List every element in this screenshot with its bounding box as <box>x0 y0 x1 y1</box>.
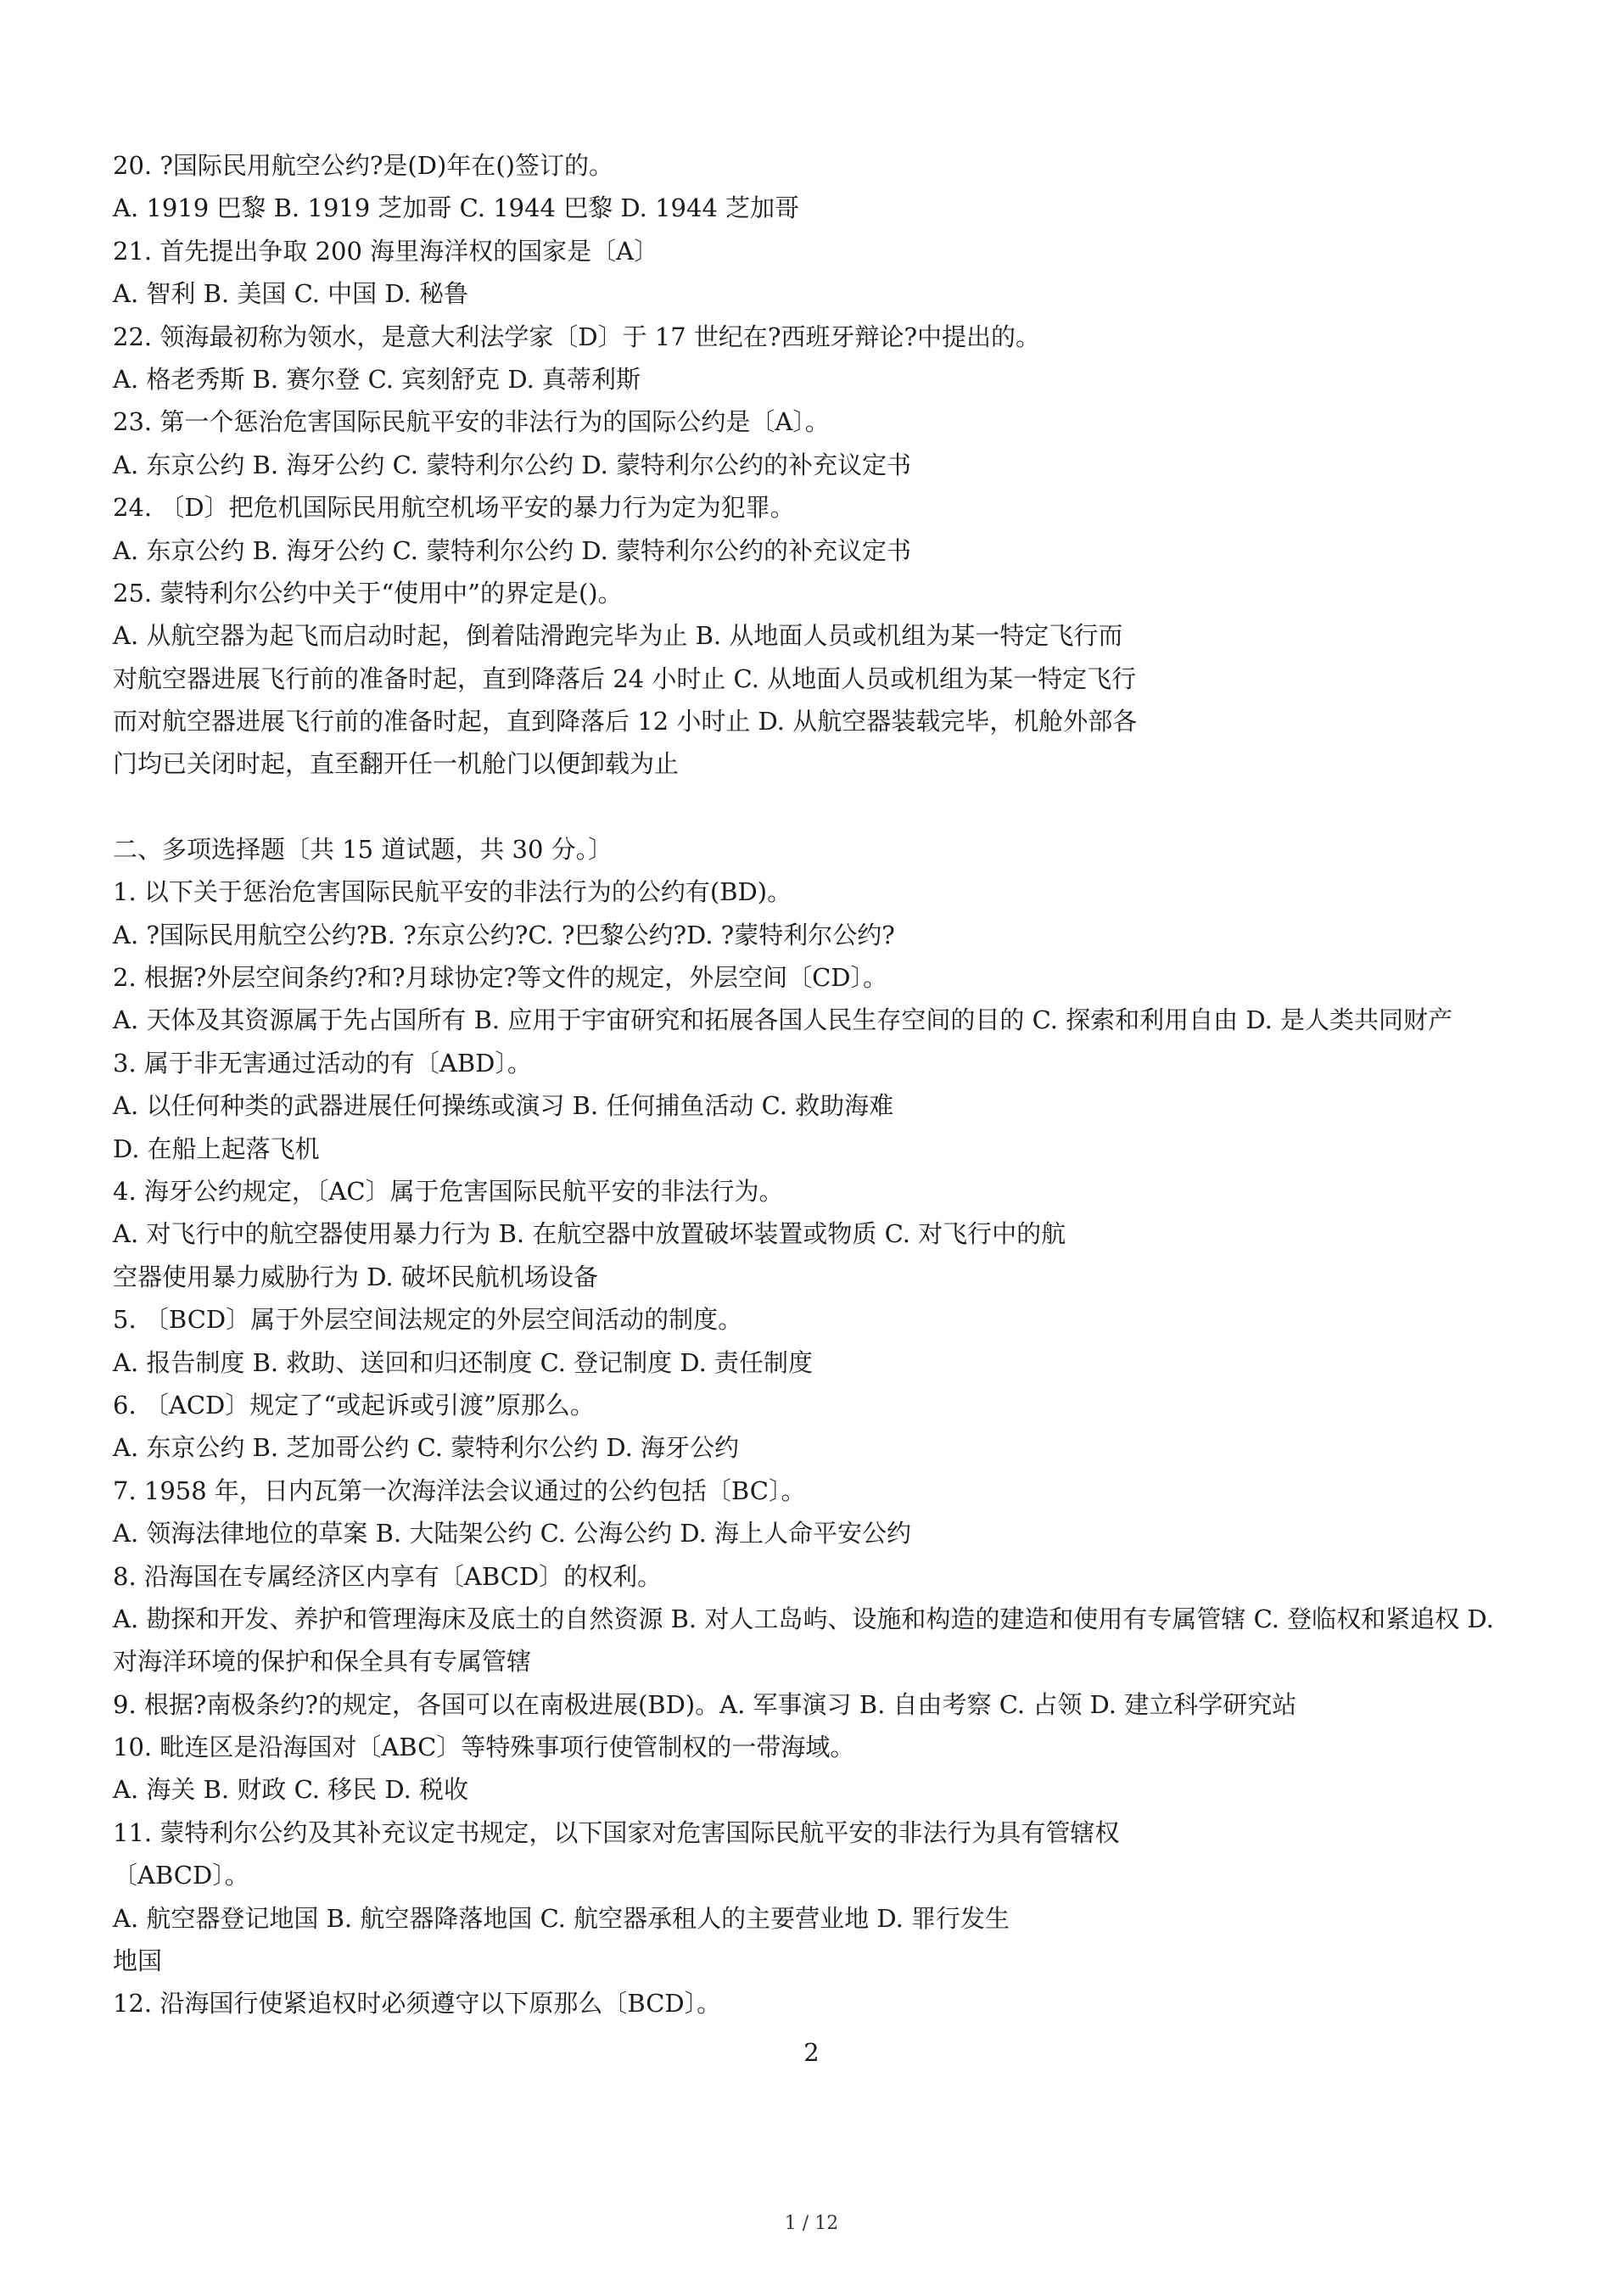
text-line: 11. 蒙特利尔公约及其补充议定书规定，以下国家对危害国际民航平安的非法行为具有管辖权 <box>113 1817 1120 1847</box>
text-line: A. 东京公约 B. 海牙公约 C. 蒙特利尔公约 D. 蒙特利尔公约的补充议定书 <box>113 535 912 565</box>
text-line: 2. 根据?外层空间条约?和?月球协定?等文件的规定，外层空间〔CD〕。 <box>113 963 888 993</box>
text-line: A. 智利 B. 美国 C. 中国 D. 秘鲁 <box>113 279 469 309</box>
text-line: 而对航空器进展飞行前的准备时起，直到降落后 12 小时止 D. 从航空器装载完毕，机舱外部各 <box>113 707 1138 736</box>
text-line: 20. ?国际民用航空公约?是(D)年在()签订的。 <box>113 151 613 180</box>
text-line: 二、多项选择题〔共 15 道试题，共 30 分。〕 <box>113 834 613 864</box>
text-line: 3. 属于非无害通过活动的有〔ABD〕。 <box>113 1048 532 1078</box>
text-line: 10. 毗连区是沿海国对〔ABC〕等特殊事项行使管制权的一带海域。 <box>113 1733 855 1762</box>
text-line: A. 东京公约 B. 芝加哥公约 C. 蒙特利尔公约 D. 海牙公约 <box>113 1433 740 1463</box>
text-line: 22. 领海最初称为领水，是意大利法学家〔D〕于 17 世纪在?西班牙辩论?中提出的。 <box>113 322 1041 351</box>
text-line: 9. 根据?南极条约?的规定，各国可以在南极进展(BD)。A. 军事演习 B. 自由考察 C. 占领 D. 建立科学研究站 <box>113 1689 1297 1719</box>
text-line: D. 在船上起落飞机 <box>113 1134 320 1163</box>
text-line: A. 1919 巴黎 B. 1919 芝加哥 C. 1944 巴黎 D. 1944 芝加哥 <box>113 193 800 223</box>
text-line: 24. 〔D〕把危机国际民用航空机场平安的暴力行为定为犯罪。 <box>113 493 795 523</box>
text-line: 〔ABCD〕。 <box>113 1861 249 1890</box>
text-line: A. 从航空器为起飞而启动时起，倒着陆滑跑完毕为止 B. 从地面人员或机组为某一特定飞行而 <box>113 621 1123 651</box>
text-line: 地国 <box>113 1946 163 1976</box>
text-line: 21. 首先提出争取 200 海里海洋权的国家是〔A〕 <box>113 236 659 266</box>
text-line: 对航空器进展飞行前的准备时起，直到降落后 24 小时止 C. 从地面人员或机组为某一特定飞行 <box>113 664 1137 693</box>
text-line: 门均已关闭时起，直至翻开任一机舱门以便卸载为止 <box>113 749 680 779</box>
text-line: A. 航空器登记地国 B. 航空器降落地国 C. 航空器承租人的主要营业地 D. 罪行发生 <box>113 1903 1010 1933</box>
text-line: 4. 海牙公约规定，〔AC〕属于危害国际民航平安的非法行为。 <box>113 1176 784 1206</box>
text-line: 25. 蒙特利尔公约中关于“使用中”的界定是()。 <box>113 578 623 608</box>
text-line: 8. 沿海国在专属经济区内享有〔ABCD〕的权利。 <box>113 1561 663 1591</box>
text-line: A. ?国际民用航空公约?B. ?东京公约?C. ?巴黎公约?D. ?蒙特利尔公约? <box>113 920 895 949</box>
text-line: A. 海关 B. 财政 C. 移民 D. 税收 <box>113 1775 469 1805</box>
text-line: A. 对飞行中的航空器使用暴力行为 B. 在航空器中放置破坏装置或物质 C. 对飞行中的航 <box>113 1219 1066 1249</box>
page-footer: 1 / 12 <box>784 2213 839 2234</box>
text-line: 23. 第一个惩治危害国际民航平安的非法行为的国际公约是〔A〕。 <box>113 407 830 437</box>
text-line: 6. 〔ACD〕规定了“或起诉或引渡”原那么。 <box>113 1390 595 1420</box>
text-line: 7. 1958 年，日内瓦第一次海洋法会议通过的公约包括〔BC〕。 <box>113 1476 806 1505</box>
text-line: A. 格老秀斯 B. 赛尔登 C. 宾刻舒克 D. 真蒂利斯 <box>113 364 641 394</box>
single-choice-continued <box>113 144 1589 786</box>
page-number: 2 <box>803 2038 820 2067</box>
text-line: A. 勘探和开发、养护和管理海床及底土的自然资源 B. 对人工岛屿、设施和构造的建造和使用有专属管辖 C. 登临权和紧追权 D. <box>113 1604 1494 1633</box>
text-line: 空器使用暴力威胁行为 D. 破坏民航机场设备 <box>113 1262 598 1291</box>
multiple-choice-section <box>113 828 1589 2025</box>
text-line: A. 以任何种类的武器进展任何操练或演习 B. 任何捕鱼活动 C. 救助海难 <box>113 1091 894 1121</box>
text-line: 对海洋环境的保护和保全具有专属管辖 <box>113 1647 532 1677</box>
text-line: 5. 〔BCD〕属于外层空间法规定的外层空间活动的制度。 <box>113 1305 743 1335</box>
text-line: 12. 沿海国行使紧追权时必须遵守以下原那么〔BCD〕。 <box>113 1989 722 2019</box>
document-body <box>113 144 1589 2025</box>
text-line: A. 报告制度 B. 救助、送回和归还制度 C. 登记制度 D. 责任制度 <box>113 1347 814 1377</box>
text-line: A. 领海法律地位的草案 B. 大陆架公约 C. 公海公约 D. 海上人命平安公约 <box>113 1519 912 1548</box>
text-line: A. 东京公约 B. 海牙公约 C. 蒙特利尔公约 D. 蒙特利尔公约的补充议定书 <box>113 450 912 479</box>
text-line: A. 天体及其资源属于先占国所有 B. 应用于宇宙研究和拓展各国人民生存空间的目的 C. 探索和利用自由 D. 是人类共同财产 <box>113 1005 1453 1035</box>
text-line: 1. 以下关于惩治危害国际民航平安的非法行为的公约有(BD)。 <box>113 877 792 907</box>
section-gap <box>113 786 1589 828</box>
